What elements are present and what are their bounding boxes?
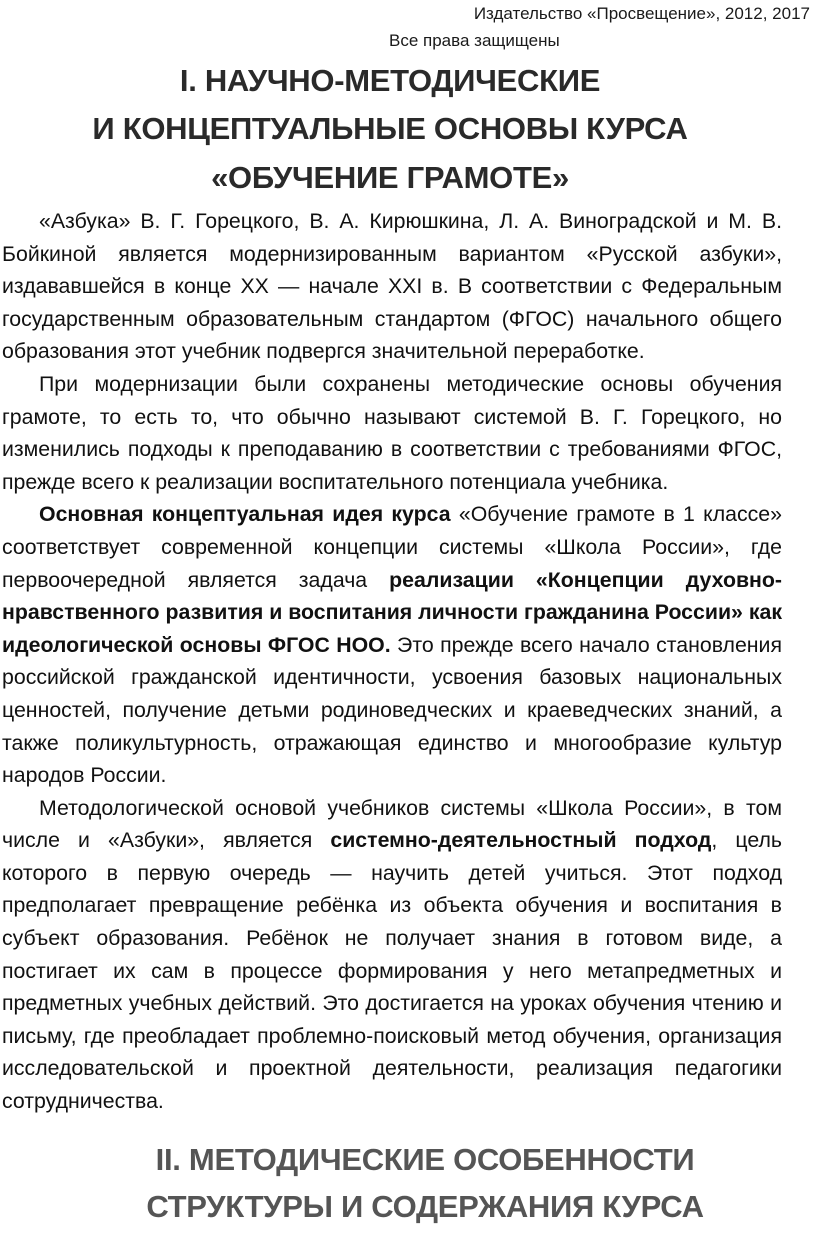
paragraph-4-text-2: , цель которого в первую очередь — научить детей учиться. Этот подход предполагает превращение ребёнка из объекта обучения и воспитания в субъект образования. Ребёнок не получает знания в готовом виде, а постигает их сам в процессе формирования у него метапредметных и предметных учебных действий. Это достигается на уроках обучения чтению и письму, где преобладает проблемно-поисковый метод обучения, организация исследовательской и проектной деятельности, реализация педагогики сотрудничества. — [2, 828, 782, 1114]
copyright-rights: Все права защищены — [389, 31, 560, 50]
paragraph-3-text-1: «Обучение грамоте в 1 классе» соответствует современной концепции системы «Школа России», где первоочередной является задача — [2, 502, 782, 592]
section1-title-line1: I. НАУЧНО-МЕТОДИЧЕСКИЕ — [179, 63, 601, 98]
paragraph-4 — [2, 792, 782, 1118]
section2-title-line1: II. МЕТОДИЧЕСКИЕ ОСОБЕННОСТИ — [155, 1142, 695, 1177]
paragraph-3 — [2, 498, 782, 791]
paragraph-3-bold-lead: Основная концептуальная идея курса — [39, 502, 451, 527]
paragraph-1: «Азбука» В. Г. Горецкого, В. А. Кирюшкина, Л. А. Виноградской и М. В. Бойкиной является модернизированным вариантом «Русской азбуки», издававшейся в конце XX — начале XXI в. В соответствии с Федеральным государственным образовательным стандартом (ФГОС) начального общего образования этот учебник подвергся значительной переработке. — [2, 209, 782, 364]
paragraph-2: При модернизации были сохранены методические основы обучения грамоте, то есть то, что обычно называют системой В. Г. Горецкого, но изменились подходы к преподаванию в соответствии с требованиями ФГОС, прежде всего к реализации воспитательного потенциала учебника. — [2, 371, 782, 494]
section1-title-line2: И КОНЦЕПТУАЛЬНЫЕ ОСНОВЫ КУРСА — [92, 111, 688, 146]
paragraph-3-text-2: Это прежде всего начало становления российской гражданской идентичности, усвоения базовых национальных ценностей, получение детьми родиноведческих и краеведческих знаний, а также поликультурность, отражающая единство и многообразие культур народов России. — [2, 632, 782, 788]
paragraph-3-bold-concept: реализации «Концепции духовно-нравственного развития и воспитания личности гражданина России» как идеологической основы ФГОС НОО. — [2, 567, 783, 657]
section1-title-line3: «ОБУЧЕНИЕ ГРАМОТЕ» — [211, 160, 569, 195]
copyright-publisher: Издательство «Просвещение», 2012, 2017 — [473, 4, 810, 23]
paragraph-4-bold-approach: системно-деятельностный подход — [330, 828, 712, 853]
section2-title-line2: СТРУКТУРЫ И СОДЕРЖАНИЯ КУРСА — [146, 1189, 704, 1224]
paragraph-4-text-1: Методологической основой учебников системы «Школа России», в том числе и «Азбуки», является — [2, 795, 782, 853]
body-text — [2, 205, 782, 1118]
